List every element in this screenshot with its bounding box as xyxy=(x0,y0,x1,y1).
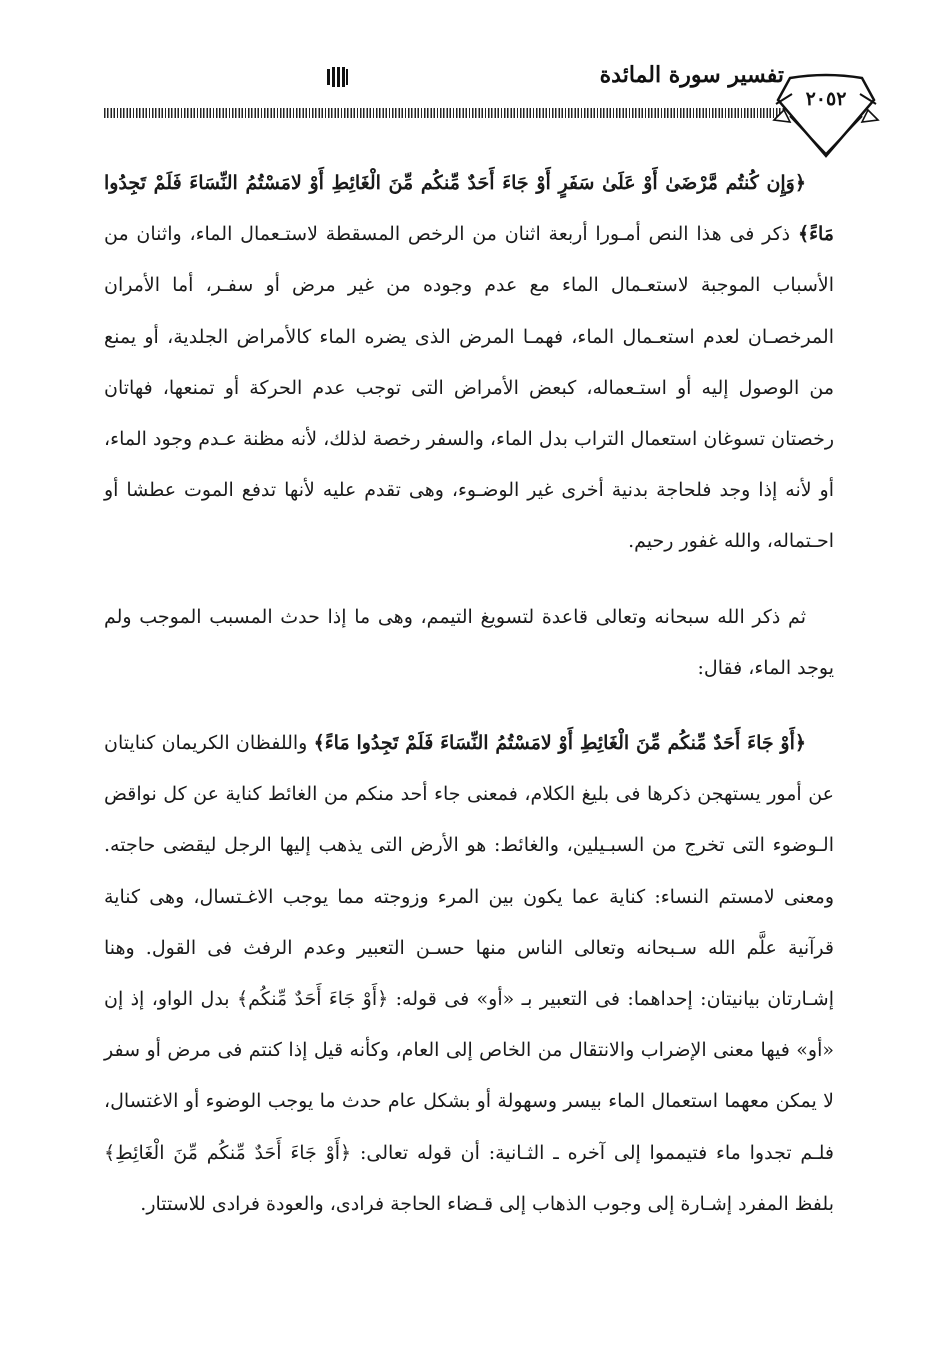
page-header xyxy=(0,0,934,160)
paragraph xyxy=(104,158,834,568)
paragraph-text: واللفظان الكريمان كنايتان عن أمور يستهجن ذكرها فى بليغ الكلام، فمعنى جاء أحد منكم من الغائط كناية عن كل نواقض الـوضوء التى تخرج من السبـيلين، والغائط: هو الأرض التى يذهب إليها الرجل ليقضى حاجته. ومعنى لامستم النساء: كناية عما يكون بين المرء وزوجته مما يوجب الاغـتسال، وهى كناية قرآنية علَّم الله سـبحانه وتعالى الناس منها حسـن التعبير وعدم الرفث فى القول. وهنا إشـارتان بيانيتان: إحداهما: فى التعبير بـ «أو» فى قوله: ﴿أَوْ جَاءَ أَحَدٌ مِّنكُم﴾ بدل الواو، إذ إن «أو» فيها معنى الإضراب والانتقال من الخاص إلى العام، وكأنه قيل إذا كنتم فى مرض أو سفر لا يمكن معهما استعمال الماء بيسر وسهولة أو بشكل عام حدث ما يوجب الوضوء أو الاغتسال، فلـم تجدوا ماء فتيمموا إلى آخره ـ الثـانية: أن قوله تعالى: ﴿أَوْ جَاءَ أَحَدٌ مِّنكُم مِّنَ الْغَائِطِ﴾ بلفظ المفرد إشـارة إلى وجوب الذهاب إلى قـضاء الحاجة فرادى، والعودة فرادى للاستتار. xyxy=(104,732,834,1215)
page-number-badge-icon xyxy=(770,70,882,160)
paragraph xyxy=(104,718,834,1230)
quran-verse: ﴿وَإِن كُنتُم مَّرْضَىٰ أَوْ عَلَىٰ سَفَرٍ أَوْ جَاءَ أَحَدٌ مِّنكُم مِّنَ الْغَائِطِ أَوْ لامَسْتُمُ النِّسَاءَ فَلَمْ تَجِدُوا مَاءً﴾ xyxy=(104,172,834,246)
paragraph-text: ثم ذكر الله سبحانه وتعالى قاعدة لتسويغ التيمم، وهى ما إذا حدث المسبب الموجب ولم يوجد الماء، فقال: xyxy=(104,605,834,679)
running-title: تفسير سورة المائدة xyxy=(599,62,784,88)
paragraph xyxy=(104,592,834,694)
header-rule xyxy=(104,108,784,118)
paragraph-text: ذكر فى هذا النص أمـورا أربعة اثنان من الرخص المسقطة لاستـعمال الماء، واثنان من الأسباب الموجبة لاستعـمال الماء مع عدم وجوده من غير مرض أو سفـر، أما الأمران المرخصـان لعدم استعـمال الماء، فهمـا المرض الذى يضره الماء كالأمراض الجلدية، أو يمنع من الوصول إليه أو استـعماله، كبعض الأمراض التى توجب عدم الحركة أو تمنعها، فهاتان رخصتان تسوغان استعمال التراب بدل الماء، والسفر رخصة لذلك، لأنه مظنة عـدم وجود الماء، أو لأنه إذا وجد فلحاجة بدنية أخرى غير الوضـوء، وهى تقدم عليه لأنها تدفع الموت عطشا أو احـتماله، والله غفور رحيم. xyxy=(104,223,834,553)
body-text xyxy=(104,158,834,1230)
quran-verse: ﴿أَوْ جَاءَ أَحَدٌ مِّنكُم مِّنَ الْغَائِطِ أَوْ لامَسْتُمُ النِّسَاءَ فَلَمْ تَجِدُوا مَاءً﴾ xyxy=(313,732,807,755)
page-number: ٢٠٥٢ xyxy=(805,88,847,110)
ornament-icon xyxy=(326,66,348,88)
